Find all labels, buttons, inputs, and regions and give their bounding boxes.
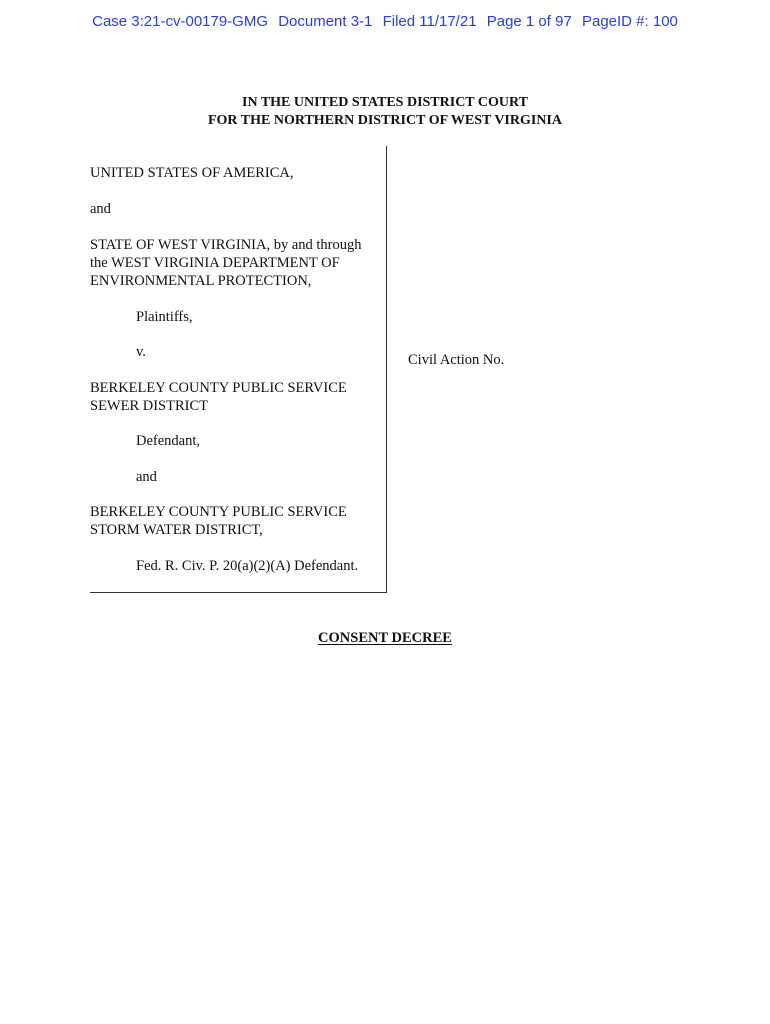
filing-header <box>0 13 770 30</box>
page-count: Page 1 of 97 <box>486 13 572 30</box>
defendant-storm-water-line-2: STORM WATER DISTRICT, <box>90 522 263 538</box>
defendant-sewer-line-2: SEWER DISTRICT <box>90 398 209 414</box>
defendant-label: Defendant, <box>136 433 201 449</box>
page-id: PageID #: 100 <box>581 13 678 30</box>
conjunction-and: and <box>90 201 111 217</box>
case-caption <box>90 146 387 593</box>
court-title-line-1: IN THE UNITED STATES DISTRICT COURT <box>242 95 528 110</box>
court-title <box>0 94 770 130</box>
conjunction-and-2: and <box>136 469 157 485</box>
document-number: Document 3-1 <box>278 13 373 30</box>
plaintiffs-label: Plaintiffs, <box>136 309 193 325</box>
document-title-text: CONSENT DECREE <box>318 630 452 646</box>
court-title-line-2: FOR THE NORTHERN DISTRICT OF WEST VIRGINIA <box>207 113 562 128</box>
plaintiff-west-virginia-line-1: STATE OF WEST VIRGINIA, by and through <box>90 237 362 253</box>
plaintiff-west-virginia-line-3: ENVIRONMENTAL PROTECTION, <box>90 273 312 289</box>
rule-defendant-label: Fed. R. Civ. P. 20(a)(2)(A) Defendant. <box>136 558 359 574</box>
plaintiff-united-states: UNITED STATES OF AMERICA, <box>90 165 294 181</box>
filed-date: Filed 11/17/21 <box>382 13 477 30</box>
case-number: Case 3:21-cv-00179-GMG <box>92 13 269 30</box>
defendant-sewer-line-1: BERKELEY COUNTY PUBLIC SERVICE <box>90 380 347 396</box>
plaintiff-west-virginia-line-2: the WEST VIRGINIA DEPARTMENT OF <box>90 255 340 271</box>
versus-label: v. <box>136 344 146 360</box>
civil-action-number: Civil Action No. <box>408 352 505 368</box>
defendant-storm-water-line-1: BERKELEY COUNTY PUBLIC SERVICE <box>90 504 347 520</box>
document-title <box>0 630 770 647</box>
